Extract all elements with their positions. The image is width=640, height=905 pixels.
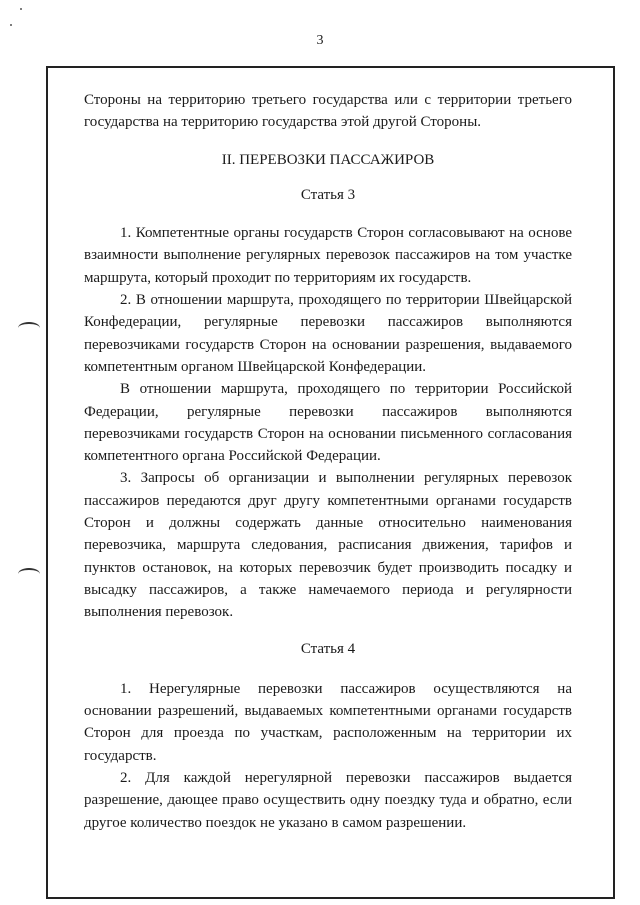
article-4-paragraph-2: 2. Для каждой нерегулярной перевозки пассажиров выдается разрешение, дающее право осуществить одну поездку туда и обратно, если другое количество поездок не указано в самом разрешении. bbox=[84, 770, 572, 831]
scan-speck bbox=[20, 8, 22, 10]
article-3-paragraph-3: 3. Запросы об организации и выполнении регулярных перевозок пассажиров передаются друг другу компетентными органами государств Сторон и должны содержать данные относительно наименования перевозчика, маршрута следования, расписания движения, тарифов и пунктов остановок, на которых перевозчик будет производить посадку и высадку пассажиров, а также намечаемого периода и регулярности выполнения перевозок. bbox=[84, 470, 572, 621]
article-3-title: Статья 3 bbox=[300, 186, 356, 203]
page-number: 3 bbox=[316, 33, 324, 48]
document-body bbox=[84, 89, 572, 834]
section-title: II. ПЕРЕВОЗКИ ПАССАЖИРОВ bbox=[221, 151, 435, 168]
article-3-paragraph-2b: В отношении маршрута, проходящего по территории Российской Федерации, регулярные перевозки пассажиров выполняются перевозчиками государств Сторон на основании письменного согласования компетентного органа Российской Федерации. bbox=[84, 381, 572, 465]
article-4-paragraph-1: 1. Нерегулярные перевозки пассажиров осуществляются на основании разрешений, выдаваемых компетентными органами государств Сторон для проезда по участкам, расположенным на территории их государств. bbox=[84, 680, 572, 764]
article-3-paragraph-1: 1. Компетентные органы государств Сторон согласовывают на основе взаимности выполнение регулярных перевозок пассажиров на том участке маршрута, который проходит по территориям их государств. bbox=[84, 225, 572, 286]
margin-mark bbox=[18, 322, 40, 334]
article-4-title: Статья 4 bbox=[300, 640, 356, 657]
scan-speck bbox=[10, 24, 12, 26]
margin-mark bbox=[18, 568, 40, 580]
article-3-paragraph-2: 2. В отношении маршрута, проходящего по территории Швейцарской Конфедерации, регулярные перевозки пассажиров выполняются перевозчиками государств Сторон на основании разрешения, выдаваемого компетентным органом Швейцарской Конфедерации. bbox=[84, 292, 572, 375]
continuation-paragraph: Стороны на территорию третьего государства или с территории третьего государства на территорию государства этой другой Стороны. bbox=[84, 92, 572, 131]
